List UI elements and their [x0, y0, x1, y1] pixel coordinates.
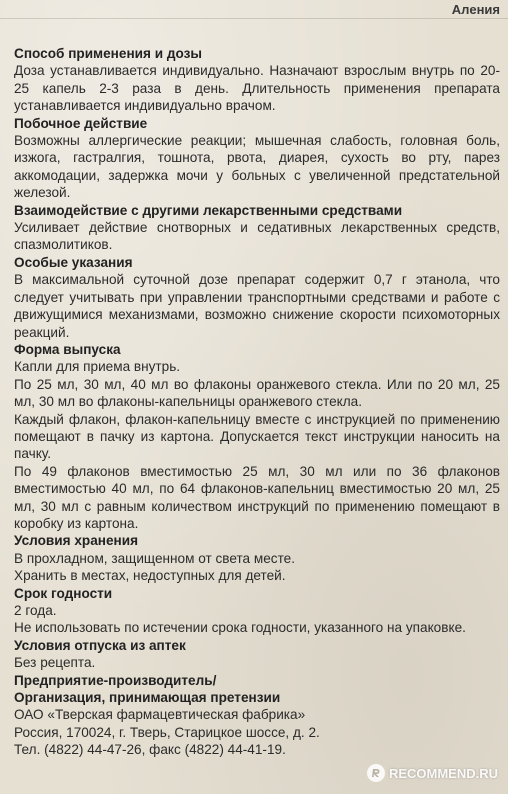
section-text-shelf-life-2: Не использовать по истечении срока годности, указанного на упаковке. [14, 620, 466, 636]
section-text-special-notes: В максимальной суточной дозе препарат содержит 0,7 г этанола, что следует учитывать при управлении транспортными средствами и работе с движущимися механизмами, возможно снижение скорости психомоторных реакций. [14, 272, 500, 340]
section-heading-dispensing: Условия отпуска из аптек [14, 637, 186, 653]
section-heading-dosage: Способ применения и дозы [14, 46, 202, 61]
fold-line [0, 18, 508, 19]
corner-word: Алeния [451, 2, 500, 17]
leaflet-content [14, 45, 500, 759]
section-text-dispensing: Без рецепта. [14, 655, 96, 671]
section-text-release-form-3: Каждый флакон, флакон-капельницу вместе с инструкцией по применению помещают в пачку из картона. Допускается текст инструкции наносить на пачку. [14, 411, 500, 462]
section-text-release-form-2: По 25 мл, 30 мл, 40 мл во флаконы оранжевого стекла. Или по 20 мл, 25 мл, 30 мл во флаконы-капельницы оранжевого стекла. [14, 376, 500, 410]
section-heading-interactions: Взаимодействие с другими лекарственными средствами [14, 202, 403, 218]
manufacturer-name: ОАО «Тверская фармацевтическая фабрика» [14, 707, 306, 723]
section-text-side-effects: Возможны аллергические реакции; мышечная слабость, головная боль, изжога, гастралгия, тошнота, рвота, диарея, сухость во рту, парез аккомодации, задержка мочи у больных с увеличенной предстательной железой. [14, 133, 500, 201]
watermark-text: RECOMMEND.RU [388, 765, 498, 781]
section-text-dosage: Доза устанавливается индивидуально. Назначают взрослым внутрь по 20-25 капель 2-3 раза в день. Длительность применения препарата устанавливается индивидуально врачом. [14, 63, 500, 114]
section-heading-claims-org: Организация, принимающая претензии [14, 690, 281, 706]
section-text-interactions: Усиливает действие снотворных и седативных лекарственных средств, спазмолитиков. [14, 220, 500, 253]
section-text-release-form-1: Капли для приема внутрь. [14, 359, 181, 375]
section-text-storage-2: Хранить в местах, недоступных для детей. [14, 568, 286, 584]
section-heading-storage: Условия хранения [14, 533, 139, 549]
section-text-release-form-4: По 49 флаконов вместимостью 25 мл, 30 мл или по 36 флаконов вместимостью 40 мл, по 64 флаконов-капельниц вместимостью 20 мл, 25 мл, 30 мл с равным количеством инструкций по применению помещают в коробку из картона. [14, 463, 500, 531]
section-text-storage-1: В прохладном, защищенном от света месте. [14, 550, 295, 566]
section-heading-special-notes: Особые указания [14, 254, 133, 270]
section-heading-side-effects: Побочное действие [14, 115, 148, 131]
recommend-logo-icon [367, 764, 385, 782]
manufacturer-phone: Тел. (4822) 44-47-26, факс (4822) 44-41-19. [14, 742, 286, 758]
watermark [367, 764, 498, 782]
recommend-logo-glyph [370, 767, 382, 779]
section-text-shelf-life-1: 2 года. [14, 603, 57, 618]
section-heading-release-form: Форма выпуска [14, 341, 121, 357]
manufacturer-address: Россия, 170024, г. Тверь, Старицкое шоссе, д. 2. [14, 724, 320, 740]
section-heading-shelf-life: Срок годности [14, 585, 113, 601]
section-heading-manufacturer: Предприятие-производитель/ [14, 672, 217, 688]
